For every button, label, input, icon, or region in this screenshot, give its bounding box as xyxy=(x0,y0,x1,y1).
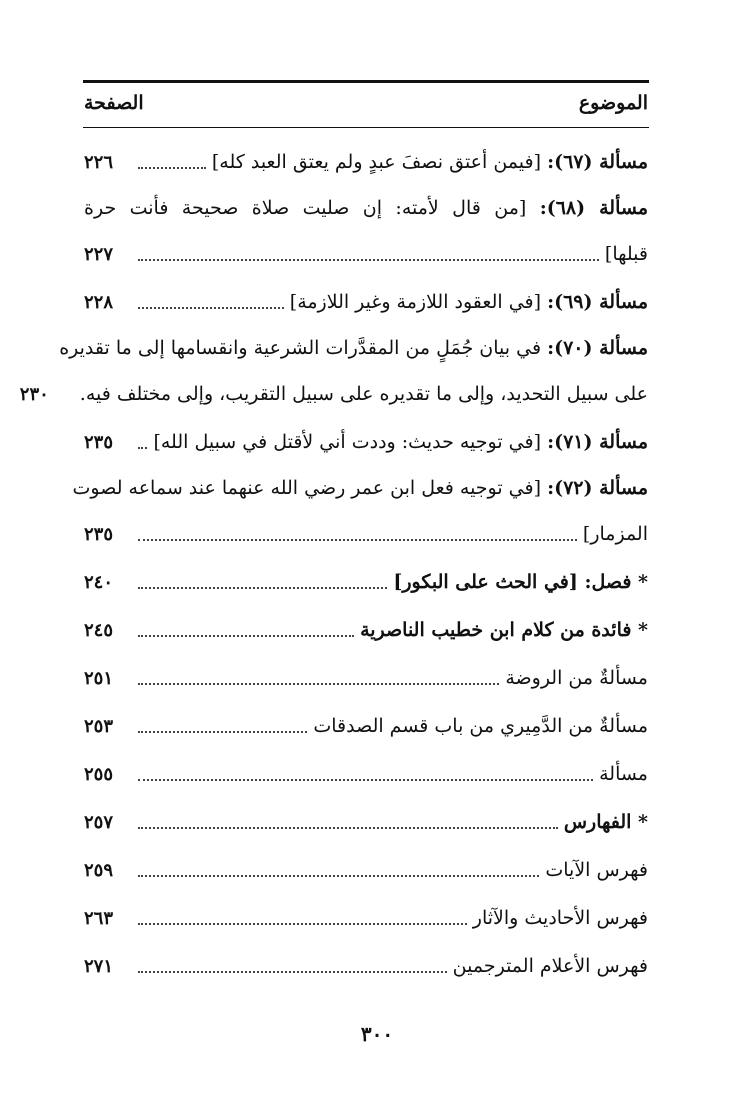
dot-leader xyxy=(138,447,147,449)
toc-entry xyxy=(84,186,648,230)
toc-entry xyxy=(84,278,648,326)
toc-entry xyxy=(84,798,648,846)
entry-label: مسألة (٦٨): xyxy=(539,197,648,219)
toc-entry xyxy=(84,230,648,278)
entry-page: ٢٣٥ xyxy=(84,523,114,545)
entry-page: ٢٣٠ xyxy=(19,383,49,405)
entry-page: ٢٤٠ xyxy=(84,571,114,593)
entry-text: المزمار] xyxy=(582,522,648,545)
toc-entry xyxy=(84,510,648,558)
entry-page: ٢٢٨ xyxy=(84,291,114,313)
entry-text: [في العقود اللازمة وغير اللازمة] xyxy=(289,290,548,313)
toc-entry xyxy=(84,654,648,702)
entry-text: مسألةٌ من الدَّمِيري من باب قسم الصدقات xyxy=(313,714,648,737)
toc-entry xyxy=(19,370,648,418)
dot-leader xyxy=(138,875,539,877)
dot-leader xyxy=(138,971,447,973)
toc-entry xyxy=(84,138,648,186)
entry-text: فهرس الأعلام المترجمين xyxy=(452,954,648,977)
entry-page: ٢٢٦ xyxy=(84,151,114,173)
dot-leader xyxy=(138,167,206,169)
entry-text: [من قال لأمته: إن صليت صلاة صحيحة فأنت حرة xyxy=(84,197,540,219)
entry-label: مسألة (٧٢): xyxy=(547,477,648,499)
page-number: ٣٠٠ xyxy=(360,1022,394,1046)
toc-entry xyxy=(84,846,648,894)
entry-text: مسألة xyxy=(599,762,648,785)
entry-page: ٢٥٧ xyxy=(84,811,114,833)
toc-entry xyxy=(72,466,648,510)
entry-text: [فيمن أعتق نصفَ عبدٍ ولم يعتق العبد كله] xyxy=(211,150,548,173)
entry-text: [في توجيه حديث: وددت أني لأقتل في سبيل الله] xyxy=(153,430,548,453)
dot-leader xyxy=(138,779,593,781)
toc-entry xyxy=(84,750,648,798)
dot-leader xyxy=(138,259,599,261)
entry-label: * الفهارس xyxy=(563,810,648,833)
entry-text: مسألةٌ من الروضة xyxy=(505,666,648,689)
entry-text: فهرس الآيات xyxy=(545,858,648,881)
entry-text: [في الحث على البكور] xyxy=(393,570,585,593)
entry-label: مسألة (٧١): xyxy=(547,430,648,453)
entry-text: في بيان جُمَلٍ من المقدَّرات الشرعية وانقسامها إلى ما تقديره xyxy=(59,337,548,359)
entry-page: ٢٧١ xyxy=(84,955,114,977)
top-rule xyxy=(83,80,649,83)
entry-text: [في توجيه فعل ابن عمر رضي الله عنهما عند سماعه لصوت xyxy=(72,477,548,499)
entry-page: ٢٥٩ xyxy=(84,859,114,881)
dot-leader xyxy=(138,683,499,685)
toc-entry xyxy=(84,702,648,750)
dot-leader xyxy=(138,307,284,309)
toc-entry xyxy=(84,558,648,606)
dot-leader xyxy=(138,539,577,541)
entry-label: مسألة (٦٧): xyxy=(547,150,648,173)
header-topic: الموضوع xyxy=(578,92,648,114)
entry-page: ٢٥٥ xyxy=(84,763,114,785)
entry-label: * فصل: xyxy=(584,570,648,593)
entry-page: ٢٥٣ xyxy=(84,715,114,737)
entry-page: ٢٦٣ xyxy=(84,907,114,929)
toc-entry xyxy=(84,418,648,466)
dot-leader xyxy=(138,731,307,733)
entry-page: ٢٢٧ xyxy=(84,243,114,265)
entry-text: فهرس الأحاديث والآثار xyxy=(472,906,648,929)
entry-page: ٢٤٥ xyxy=(84,619,114,641)
dot-leader xyxy=(138,587,387,589)
entry-label: * فائدة من كلام ابن خطيب الناصرية xyxy=(360,618,648,641)
entry-text: قبلها] xyxy=(604,242,648,265)
entry-label: مسألة (٧٠): xyxy=(547,337,648,359)
entry-label: مسألة (٦٩): xyxy=(547,290,648,313)
header-rule xyxy=(83,127,649,128)
table-of-contents xyxy=(19,138,648,990)
entry-text: على سبيل التحديد، وإلى ما تقديره على سبيل التقريب، وإلى مختلف فيه. xyxy=(79,382,648,405)
toc-entry xyxy=(84,942,648,990)
header-page: الصفحة xyxy=(84,92,144,114)
dot-leader xyxy=(138,923,467,925)
entry-page: ٢٣٥ xyxy=(84,431,114,453)
dot-leader xyxy=(138,827,558,829)
toc-entry xyxy=(59,326,648,370)
entry-page: ٢٥١ xyxy=(84,667,114,689)
dot-leader xyxy=(138,635,354,637)
toc-entry xyxy=(84,894,648,942)
toc-entry xyxy=(84,606,648,654)
